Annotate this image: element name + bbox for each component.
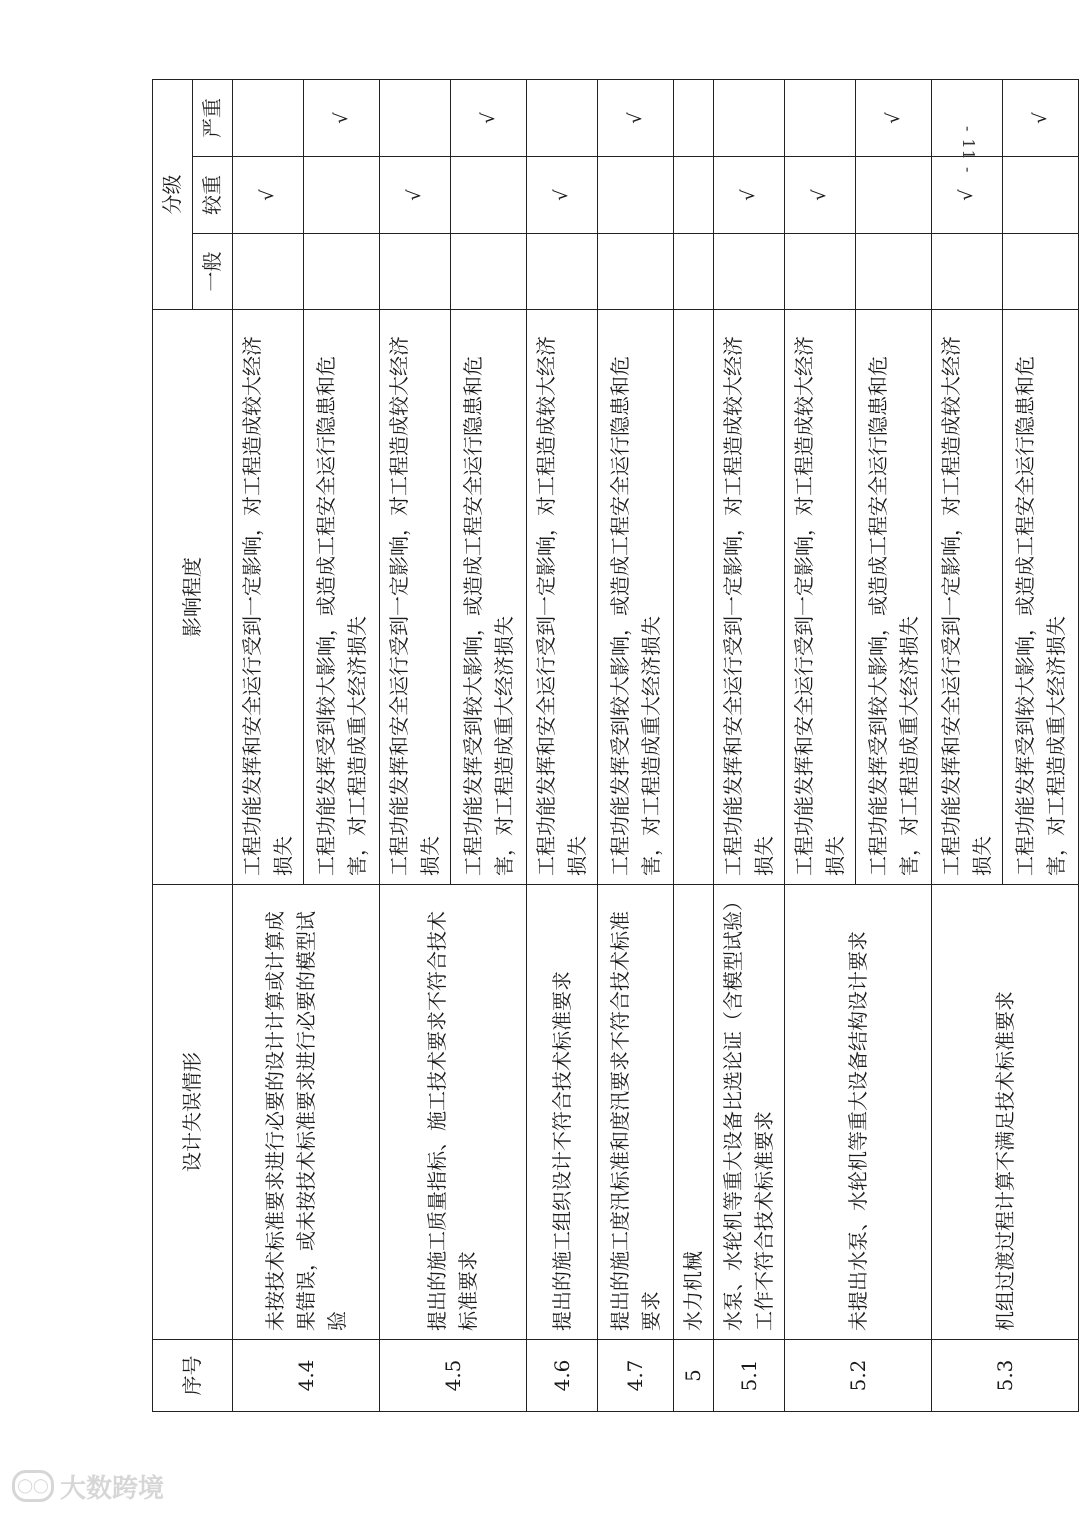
grade-major-check: [598, 157, 674, 234]
grade-serious-check: [233, 80, 304, 157]
grade-serious-check: [785, 80, 856, 157]
row-seq: 5.2: [785, 1340, 932, 1412]
grade-general-check: [785, 234, 856, 310]
grade-major-check: √: [932, 157, 1003, 234]
design-error-table: [152, 79, 1079, 1412]
grade-general-check: [932, 234, 1003, 310]
grade-serious-check: √: [1003, 80, 1079, 157]
grade-major-check: √: [714, 157, 785, 234]
page-number: - 11 -: [959, 126, 978, 174]
watermark: [12, 1466, 212, 1506]
section-row: [674, 80, 714, 1412]
row-impact: 工程功能发挥受到较大影响，或造成工程安全运行隐患和危害，对工程造成重大经济损失: [451, 310, 527, 885]
table-row: [380, 80, 451, 1412]
row-seq: 5.3: [932, 1340, 1079, 1412]
grade-general-check: [451, 234, 527, 310]
row-situation: 未按技术标准要求进行必要的设计计算或计算成果错误，或未按技术标准要求进行必要的模型试验: [233, 885, 380, 1340]
grade-general-check: [1003, 234, 1079, 310]
table-row: [785, 80, 856, 1412]
grade-serious-check: [527, 80, 598, 157]
section-title: 水力机械: [674, 885, 714, 1340]
row-seq: 4.5: [380, 1340, 527, 1412]
header-seq: 序号: [153, 1340, 233, 1412]
grade-serious-check: √: [856, 80, 932, 157]
row-seq: 5.1: [714, 1340, 785, 1412]
grade-general-check: [304, 234, 380, 310]
grade-serious-check: [714, 80, 785, 157]
grade-serious-check: [380, 80, 451, 157]
header-serious: 严重: [193, 80, 233, 157]
row-situation: 未提出水泵、水轮机等重大设备结构设计要求: [785, 885, 932, 1340]
row-impact: 工程功能发挥和安全运行受到一定影响，对工程造成较大经济损失: [785, 310, 856, 885]
grade-major-check: √: [527, 157, 598, 234]
table-body: [233, 80, 1079, 1412]
row-impact: 工程功能发挥和安全运行受到一定影响，对工程造成较大经济损失: [932, 310, 1003, 885]
row-situation: 提出的施工度汛标准和度汛要求不符合技术标准要求: [598, 885, 674, 1340]
table-row: [527, 80, 598, 1412]
section-empty-cell: [674, 234, 714, 310]
grade-general-check: [714, 234, 785, 310]
header-impact: 影响程度: [153, 310, 233, 885]
row-impact: 工程功能发挥和安全运行受到一定影响，对工程造成较大经济损失: [714, 310, 785, 885]
grade-major-check: √: [785, 157, 856, 234]
section-empty-cell: [674, 310, 714, 885]
grade-serious-check: √: [598, 80, 674, 157]
row-impact: 工程功能发挥和安全运行受到一定影响，对工程造成较大经济损失: [380, 310, 451, 885]
section-empty-cell: [674, 157, 714, 234]
row-impact: 工程功能发挥受到较大影响，或造成工程安全运行隐患和危害，对工程造成重大经济损失: [1003, 310, 1079, 885]
grade-major-check: [856, 157, 932, 234]
grade-general-check: [598, 234, 674, 310]
section-empty-cell: [674, 80, 714, 157]
row-situation: 机组过渡过程计算不满足技术标准要求: [932, 885, 1079, 1340]
row-seq: 4.6: [527, 1340, 598, 1412]
header-grade: 分级: [153, 80, 193, 310]
grade-general-check: [380, 234, 451, 310]
row-situation: 水泵、水轮机等重大设备比选论证（含模型试验）工作不符合技术标准要求: [714, 885, 785, 1340]
row-impact: 工程功能发挥受到较大影响，或造成工程安全运行隐患和危害，对工程造成重大经济损失: [598, 310, 674, 885]
header-general: 一般: [193, 234, 233, 310]
grade-general-check: [233, 234, 304, 310]
grade-major-check: [1003, 157, 1079, 234]
grade-major-check: √: [233, 157, 304, 234]
row-situation: 提出的施工组织设计不符合技术标准要求: [527, 885, 598, 1340]
table-row: [714, 80, 785, 1412]
row-impact: 工程功能发挥受到较大影响，或造成工程安全运行隐患和危害，对工程造成重大经济损失: [856, 310, 932, 885]
row-situation: 提出的施工质量指标、施工技术要求不符合技术标准要求: [380, 885, 527, 1340]
row-impact: 工程功能发挥受到较大影响，或造成工程安全运行隐患和危害，对工程造成重大经济损失: [304, 310, 380, 885]
table-row: [233, 80, 304, 1412]
table-row: [932, 80, 1003, 1412]
row-seq: 4.4: [233, 1340, 380, 1412]
watermark-logo-icon: ◯◯: [12, 1470, 54, 1502]
row-impact: 工程功能发挥和安全运行受到一定影响，对工程造成较大经济损失: [527, 310, 598, 885]
watermark-text: 大数跨境: [60, 1473, 165, 1504]
header-major: 较重: [193, 157, 233, 234]
grade-major-check: [304, 157, 380, 234]
grade-major-check: √: [380, 157, 451, 234]
row-impact: 工程功能发挥和安全运行受到一定影响，对工程造成较大经济损失: [233, 310, 304, 885]
section-seq: 5: [674, 1340, 714, 1412]
grade-general-check: [527, 234, 598, 310]
grade-general-check: [856, 234, 932, 310]
table-row: [598, 80, 674, 1412]
grade-serious-check: √: [451, 80, 527, 157]
header-situation: 设计失误情形: [153, 885, 233, 1340]
row-seq: 4.7: [598, 1340, 674, 1412]
grade-serious-check: √: [304, 80, 380, 157]
grade-major-check: [451, 157, 527, 234]
